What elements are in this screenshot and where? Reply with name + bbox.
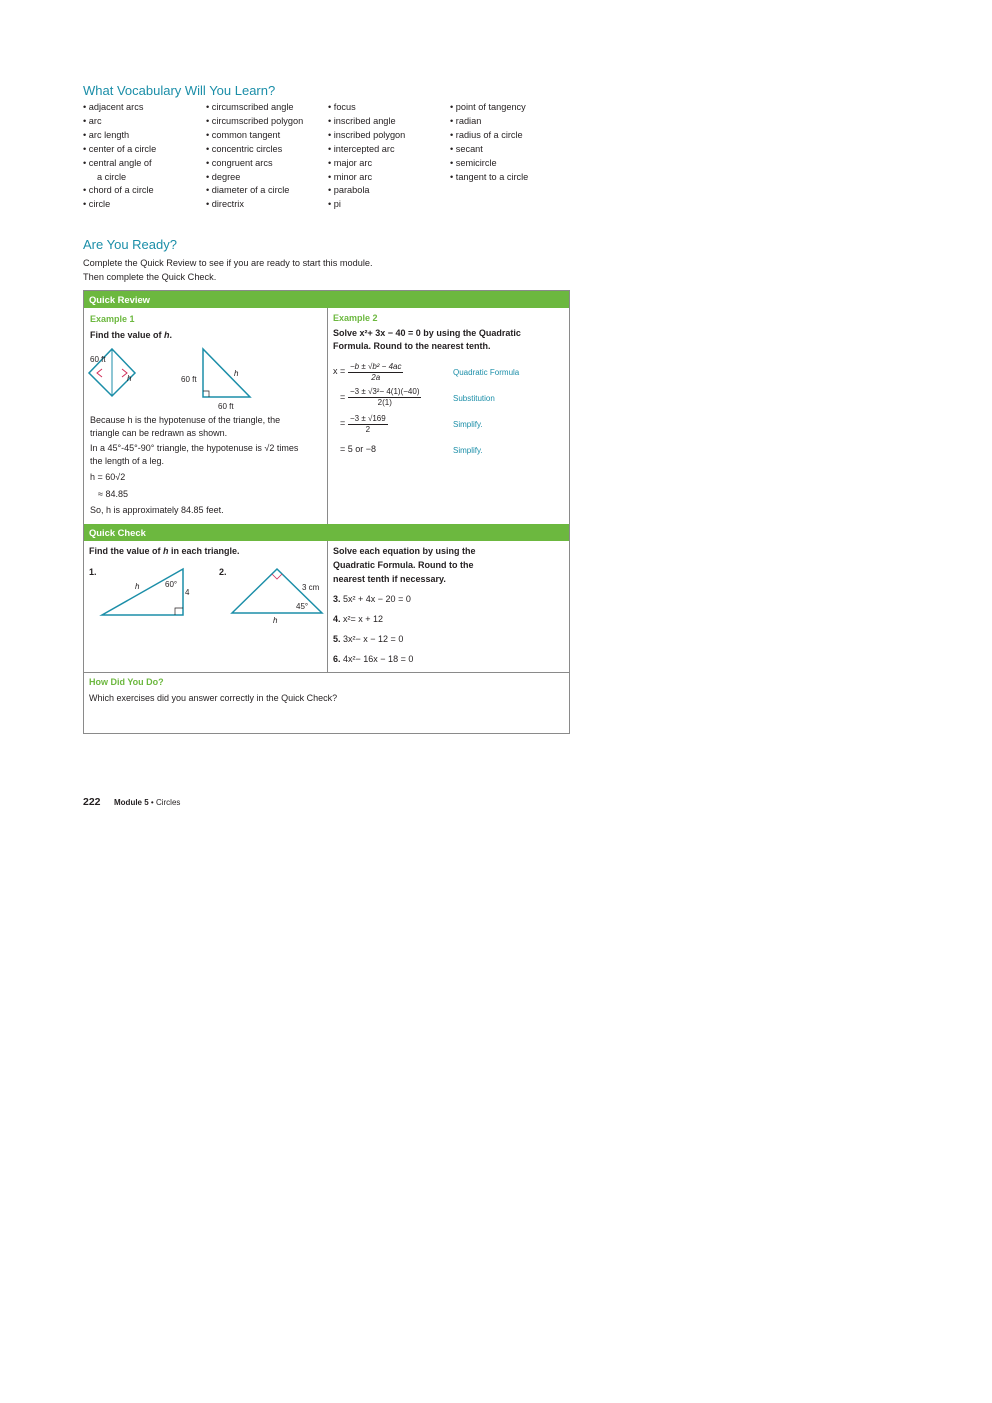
p1-label-angle: 60° (165, 580, 178, 589)
how-did-question: Which exercises did you answer correctly in the Quick Check? (89, 693, 338, 703)
p2-label-h: h (273, 616, 278, 625)
problem-number: 4. (333, 614, 341, 624)
example-2-prompt: Formula. Round to the nearest tenth. (333, 341, 491, 351)
p2-label-side: 3 cm (302, 583, 320, 592)
module-label: Module 5 (114, 798, 149, 807)
step-note: Quadratic Formula (453, 368, 520, 377)
review-check-box (83, 290, 570, 734)
fig-label-h: h (127, 374, 132, 383)
example-2-prompt: Solve x²+ 3x − 40 = 0 by using the Quadratic (333, 328, 521, 338)
step-note: Simplify. (453, 446, 483, 455)
vocab-term: • intercepted arc (328, 143, 395, 154)
vocab-term: • semicircle (450, 157, 497, 168)
step-1-fraction (348, 362, 403, 383)
vocab-term: • circle (83, 199, 111, 210)
ready-title: Are You Ready? (83, 237, 177, 252)
vocab-term: • minor arc (328, 171, 373, 182)
check-right-prompt: nearest tenth if necessary. (333, 574, 446, 584)
ready-instructions-1: Complete the Quick Review to see if you are ready to start this module. (83, 258, 373, 268)
vocab-column-3 (328, 101, 405, 212)
ready-instructions-2: Then complete the Quick Check. (83, 272, 217, 282)
module-topic: Circles (155, 798, 181, 807)
right-angle-marker (203, 391, 209, 397)
vocab-term: • center of a circle (83, 143, 157, 154)
separator: • (150, 798, 154, 807)
vocab-term: • arc length (83, 129, 130, 140)
vocab-term: • chord of a circle (83, 185, 154, 196)
problem-1-triangle (98, 565, 190, 619)
p1-label-side: 4 (185, 588, 190, 597)
check-right-prompt: Quadratic Formula. Round to the (333, 560, 474, 570)
vocab-term: • radian (450, 115, 482, 126)
example-1-conclusion: So, h is approximately 84.85 feet. (90, 505, 224, 515)
vocab-term: • tangent to a circle (450, 171, 529, 182)
vocab-term: • directrix (206, 199, 244, 210)
vocab-term: • focus (328, 102, 356, 112)
vocab-term: • radius of a circle (450, 129, 523, 140)
vocab-column-4 (450, 101, 528, 184)
vocab-term: • circumscribed polygon (206, 115, 304, 126)
vocab-term: • common tangent (206, 129, 281, 140)
example-1-text: triangle can be redrawn as shown. (90, 428, 228, 438)
quick-check-header: Quick Check (84, 524, 569, 541)
example-1-label: Example 1 (90, 314, 135, 324)
right-angle-marker (97, 369, 102, 377)
example-1-equation: h = 60√2 (90, 472, 126, 482)
vocab-term: • inscribed angle (328, 115, 396, 126)
problem-3 (333, 593, 411, 606)
problem-number: 3. (333, 594, 341, 604)
vocab-term: • circumscribed angle (206, 102, 294, 112)
problem-equation: 4x²− 16x − 18 = 0 (343, 654, 414, 664)
problem-number: 6. (333, 654, 341, 664)
right-angle-marker (272, 574, 282, 579)
problem-number: 5. (333, 634, 341, 644)
vocab-term: • congruent arcs (206, 157, 273, 168)
problem-1-number: 1. (89, 567, 97, 577)
problem-5 (333, 633, 403, 646)
step-2-fraction (348, 387, 421, 408)
footer-module (114, 798, 180, 807)
check-left-prompt: Find the value of h in each triangle. (89, 546, 240, 556)
step-note: Substitution (453, 394, 495, 403)
vocab-term: • adjacent arcs (83, 102, 144, 112)
problem-4 (333, 613, 383, 626)
example-1-figure (84, 345, 324, 415)
example-1-equation: ≈ 84.85 (98, 489, 128, 499)
problem-equation: x²= x + 12 (343, 614, 384, 624)
fig-label-side: 60 ft (218, 402, 234, 411)
vocab-term: a circle (97, 171, 127, 182)
vocab-term: • arc (83, 115, 102, 126)
vocab-title: What Vocabulary Will You Learn? (83, 83, 276, 98)
vocab-term: • inscribed polygon (328, 129, 406, 140)
vocab-term: • point of tangency (450, 102, 526, 112)
p2-label-angle: 45° (296, 602, 309, 611)
fig-label-side: 60 ft (90, 355, 106, 364)
page-number: 222 (83, 796, 101, 808)
p1-label-h: h (135, 582, 140, 591)
equals-sign: = (340, 392, 346, 402)
step-3-fraction (348, 414, 388, 435)
vocab-term: • concentric circles (206, 143, 283, 154)
quick-review-header: Quick Review (84, 291, 569, 308)
numerator: −b ± √b² − 4ac (350, 362, 402, 371)
example-1-text: the length of a leg. (90, 456, 165, 466)
fig-label-side: 60 ft (181, 375, 197, 384)
problem-2-number: 2. (219, 567, 227, 577)
right-angle-marker (175, 608, 183, 615)
denominator: 2 (365, 425, 371, 434)
denominator: 2a (371, 373, 381, 382)
vocab-column-1 (83, 101, 156, 212)
vocab-term: • secant (450, 143, 483, 154)
vocab-column-2 (206, 101, 303, 212)
step-note: Simplify. (453, 420, 483, 429)
numerator: −3 ± √169 (350, 414, 386, 423)
triangle-shape (102, 569, 183, 615)
vocab-term: • parabola (328, 185, 370, 196)
example-1-prompt: Find the value of h. (90, 330, 173, 340)
how-did-label: How Did You Do? (89, 677, 164, 687)
step-4: = 5 or −8 (340, 444, 377, 454)
problem-equation: 3x²− x − 12 = 0 (343, 634, 404, 644)
divider (327, 308, 328, 524)
vocab-term: • central angle of (83, 157, 152, 168)
vocab-term: • major arc (328, 157, 373, 168)
vocab-term: • degree (206, 171, 241, 182)
divider (84, 672, 569, 673)
fig-label-h: h (234, 369, 239, 378)
step-1-lhs: x = (333, 366, 346, 376)
equals-sign: = (340, 418, 346, 428)
denominator: 2(1) (377, 398, 392, 407)
example-1-text: Because h is the hypotenuse of the triangle, the (90, 415, 281, 425)
problem-equation: 5x² + 4x − 20 = 0 (343, 594, 411, 604)
vocab-term: • pi (328, 199, 341, 210)
vocab-term: • diameter of a circle (206, 185, 290, 196)
check-right-prompt: Solve each equation by using the (333, 546, 476, 556)
numerator: −3 ± √3²− 4(1)(−40) (350, 387, 420, 396)
example-2-label: Example 2 (333, 313, 378, 323)
example-1-text: In a 45°-45°-90° triangle, the hypotenuse is √2 times (90, 443, 299, 453)
triangle-shape (203, 349, 250, 397)
problem-6 (333, 653, 413, 666)
